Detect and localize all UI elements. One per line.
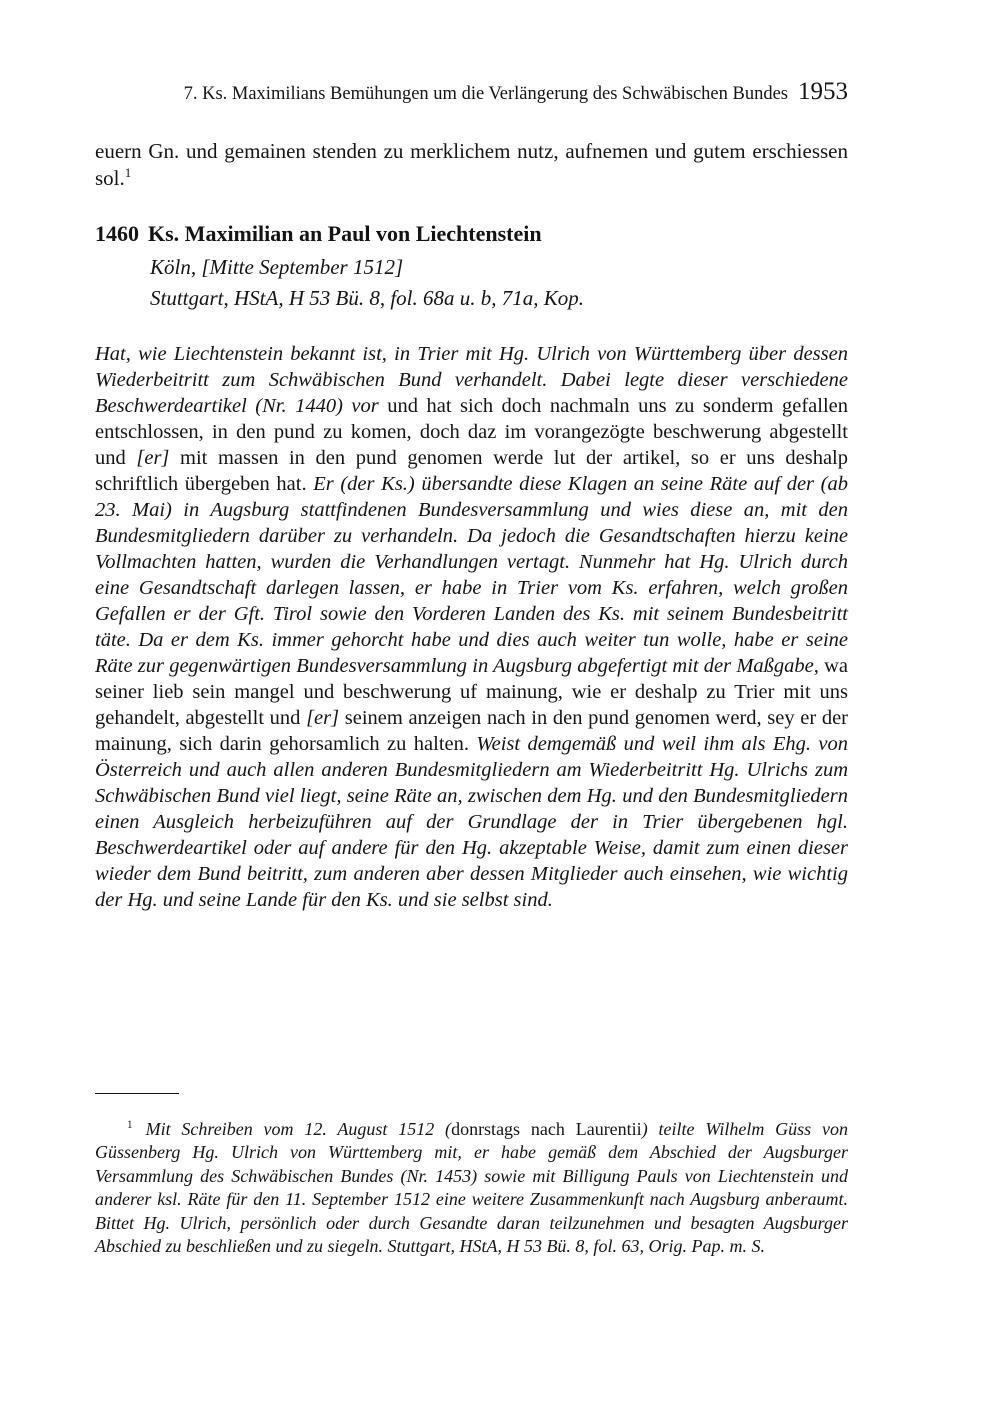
text-segment-roman: wa seiner lieb sein mangel und beschwerung uf mainung, wie er deshalp zu Trier mit uns gehandelt, abgestellt und [95,654,848,729]
entry-number: 1460 [95,221,139,246]
text-segment-roman: und hat sich doch nachmaln uns zu sonderm gefallen entschlossen, in den pund zu komen, doch daz im vorangezögte beschwerung abgestellt und [95,394,848,469]
running-head-title: 7. Ks. Maximilians Bemühungen um die Verlängerung des Schwäbischen Bundes [183,84,788,104]
footnote-text [95,1119,848,1256]
text-segment-roman: mit massen in den pund genomen werde lut der artikel, so er uns deshalp schriftlich übergeben hat. [95,446,849,495]
text-segment-italic: ) teilte Wilhelm Güss von Güssenberg Hg. Ulrich von Württemberg mit, er habe gemäß dem Abschied der Augsburger Versammlung des Schwäbischen Bundes (Nr. 1453) sowie mit Billigung Pauls von Liechtenstein und anderer ksl. Räte für den 11. September 1512 eine weitere Zusammenkunft nach Augsburg anberaumt. Bittet Hg. Ulrich, persönlich oder durch Gesandte daran teilzunehmen und besagten Augsburger Abschied zu beschließen und zu siegeln. Stuttgart, HStA, H 53 Bü. 8, fol. 63, Orig. Pap. m. S. [95,1119,848,1257]
entry-title: Ks. Maximilian an Paul von Liechtenstein [148,221,542,246]
entry-dateline: Köln, [Mitte September 1512] [150,255,404,279]
intro-paragraph [95,138,848,192]
text-segment-italic: Hat, wie Liechtenstein bekannt ist, in Trier mit Hg. Ulrich von Württemberg über dessen Wiederbeitritt zum Schwäbischen Bund verhandelt. Dabei legte dieser verschiedene Beschwerdeartikel (Nr. 1440) vor [95,342,848,417]
entry-source: Stuttgart, HStA, H 53 Bü. 8, fol. 68a u. b, 71a, Kop. [150,286,585,310]
page-number: 1953 [798,78,848,105]
text-segment-italic: [er] [136,446,170,469]
footnote [95,1118,848,1258]
text-segment-roman: seinem anzeigen nach in den pund genomen werd, sey er der mainung, sich darin gehorsamlich zu halten. [95,706,849,755]
text-segment-italic: Er (der Ks.) übersandte diese Klagen an seine Räte auf der (ab 23. Mai) in Augsburg stattfindenen Bundesversammlung und wies diese an, mit den Bundesmitgliedern darüber zu verhandeln. Da jedoch die Gesandtschaften hierzu keine Vollmachten hatten, wurden die Verhandlungen vertagt. Nunmehr hat Hg. Ulrich durch eine Gesandtschaft darlegen lassen, er habe in Trier vom Ks. erfahren, welch großen Gefallen er der Gft. Tirol sowie den Vorderen Landen des Ks. mit seinem Bundesbeitritt täte. Da er dem Ks. immer gehorcht habe und dies auch weiter tun wolle, habe er seine Räte zur gegenwärtigen Bundesversammlung in Augsburg abgefertigt mit der Maßgabe, [95,472,848,677]
running-head [95,78,848,106]
footnote-rule [95,1093,179,1094]
entry-body [95,341,848,913]
intro-text: euern Gn. und gemainen stenden zu merklichem nutz, aufnemen und gutem erschiessen sol. [95,139,848,190]
text-segment-italic: [er] [306,706,340,729]
entry-heading [95,221,848,247]
text-segment-roman: donrstags nach Laurentii [451,1119,642,1139]
footnote-marker: 1 [127,1119,133,1131]
text-segment-italic: Weist demgemäß und weil ihm als Ehg. von Österreich und auch allen anderen Bundesmitgliedern am Wiederbeitritt Hg. Ulrichs zum Schwäbischen Bund viel liegt, seine Räte an, zwischen dem Hg. und den Bundesmitgliedern einen Ausgleich herbeizuführen auf der Grundlage der in Trier übergebenen hgl. Beschwerdeartikel oder auf andere für den Hg. akzeptable Weise, damit zum einen dieser wieder dem Bund beitritt, zum anderen aber dessen Mitglieder auch einsehen, wie wichtig der Hg. und seine Lande für den Ks. und sie selbst sind. [95,732,848,911]
text-segment-italic: Mit Schreiben vom 12. August 1512 ( [145,1119,452,1139]
footnote-ref-superscript: 1 [124,165,132,180]
